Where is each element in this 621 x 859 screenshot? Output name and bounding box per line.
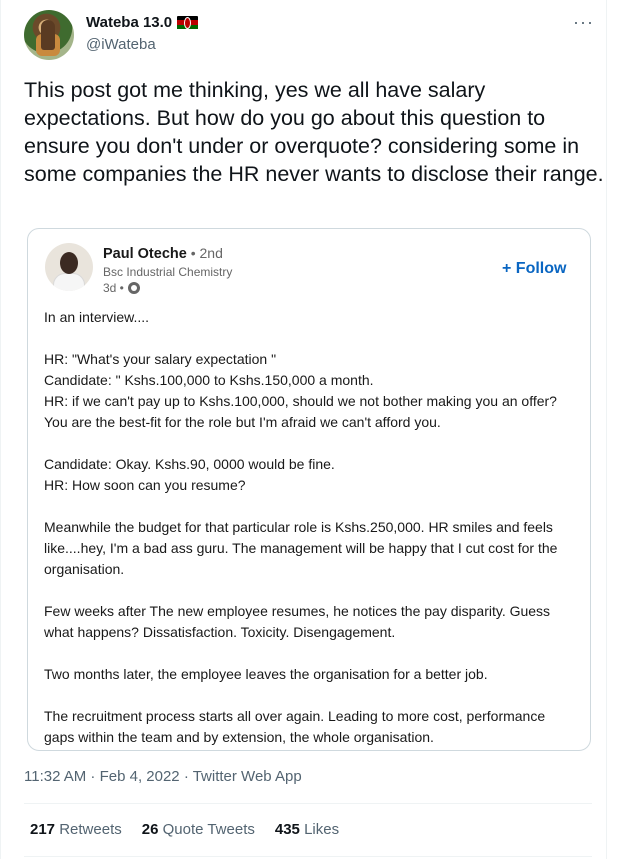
quotes-label: Quote Tweets	[162, 821, 255, 838]
likes-label: Likes	[304, 821, 340, 838]
quote-paragraph: Meanwhile the budget for that particular role is Kshs.250,000. HR smiles and feels like....hey, I'm a bad ass guru. The management will be happy that I cut cost for the organisation.	[44, 519, 558, 577]
quote-paragraph: Candidate: " Kshs.100,000 to Kshs.150,000 a month.	[44, 372, 374, 388]
divider	[24, 803, 592, 804]
more-icon[interactable]: ···	[573, 12, 594, 32]
connection-degree: • 2nd	[186, 245, 223, 261]
left-border	[0, 0, 1, 859]
quote-paragraph: The recruitment process starts all over again. Leading to more cost, performance gaps within the team and by extension, the whole organisation.	[44, 708, 546, 745]
author-avatar[interactable]	[24, 10, 74, 60]
quote-paragraph: HR: "What's your salary expectation "	[44, 351, 277, 367]
quote-time-row	[103, 281, 140, 295]
likes-count: 435	[274, 821, 300, 838]
retweets-label: Retweets	[59, 821, 122, 838]
quote-paragraph: HR: How soon can you resume?	[44, 477, 246, 493]
likes-stat[interactable]	[275, 821, 339, 838]
engagement-stats	[30, 821, 339, 838]
quote-tweets-stat[interactable]	[142, 821, 255, 838]
quote-headline: Bsc Industrial Chemistry	[103, 265, 233, 279]
quote-avatar	[45, 243, 93, 291]
retweets-stat[interactable]	[30, 821, 122, 838]
tweet-meta	[24, 768, 302, 785]
quote-paragraph: Candidate: Okay. Kshs.90, 0000 would be fine.	[44, 456, 335, 472]
quote-paragraph: Two months later, the employee leaves the organisation for a better job.	[44, 666, 488, 682]
quote-author-name: Paul Oteche	[103, 246, 187, 262]
author-name[interactable]: Wateba 13.0	[86, 14, 173, 31]
author-name-row[interactable]	[86, 14, 198, 31]
retweets-count: 217	[30, 821, 56, 838]
tweet-timestamp[interactable]: 11:32 AM · Feb 4, 2022 ·	[24, 768, 193, 785]
quotes-count: 26	[141, 821, 159, 838]
quote-paragraph: Few weeks after The new employee resumes, he notices the pay disparity. Guess what happens? Dissatisfaction. Toxicity. Disengagement.	[44, 603, 551, 640]
kenya-flag-icon	[177, 16, 198, 30]
embedded-post-image[interactable]	[27, 228, 591, 751]
tweet-text: This post got me thinking, yes we all have salary expectations. But how do you go about this question to ensure you don't under or overquote? considering some in some companies the HR never wants to disclose their range.	[24, 78, 604, 186]
quote-author	[103, 245, 223, 262]
source-app[interactable]: Twitter Web App	[192, 768, 302, 785]
follow-button: + Follow	[502, 260, 567, 277]
author-handle[interactable]: @iWateba	[86, 36, 156, 53]
globe-icon	[128, 282, 140, 294]
quote-time: 3d •	[103, 281, 124, 295]
divider	[24, 856, 592, 857]
quote-paragraph: HR: if we can't pay up to Kshs.100,000, should we not bother making you an offer? You are the best-fit for the role but I'm afraid we can't afford you.	[44, 393, 557, 430]
quote-body	[44, 307, 579, 748]
right-border	[606, 0, 607, 859]
quote-paragraph: In an interview....	[44, 309, 150, 325]
